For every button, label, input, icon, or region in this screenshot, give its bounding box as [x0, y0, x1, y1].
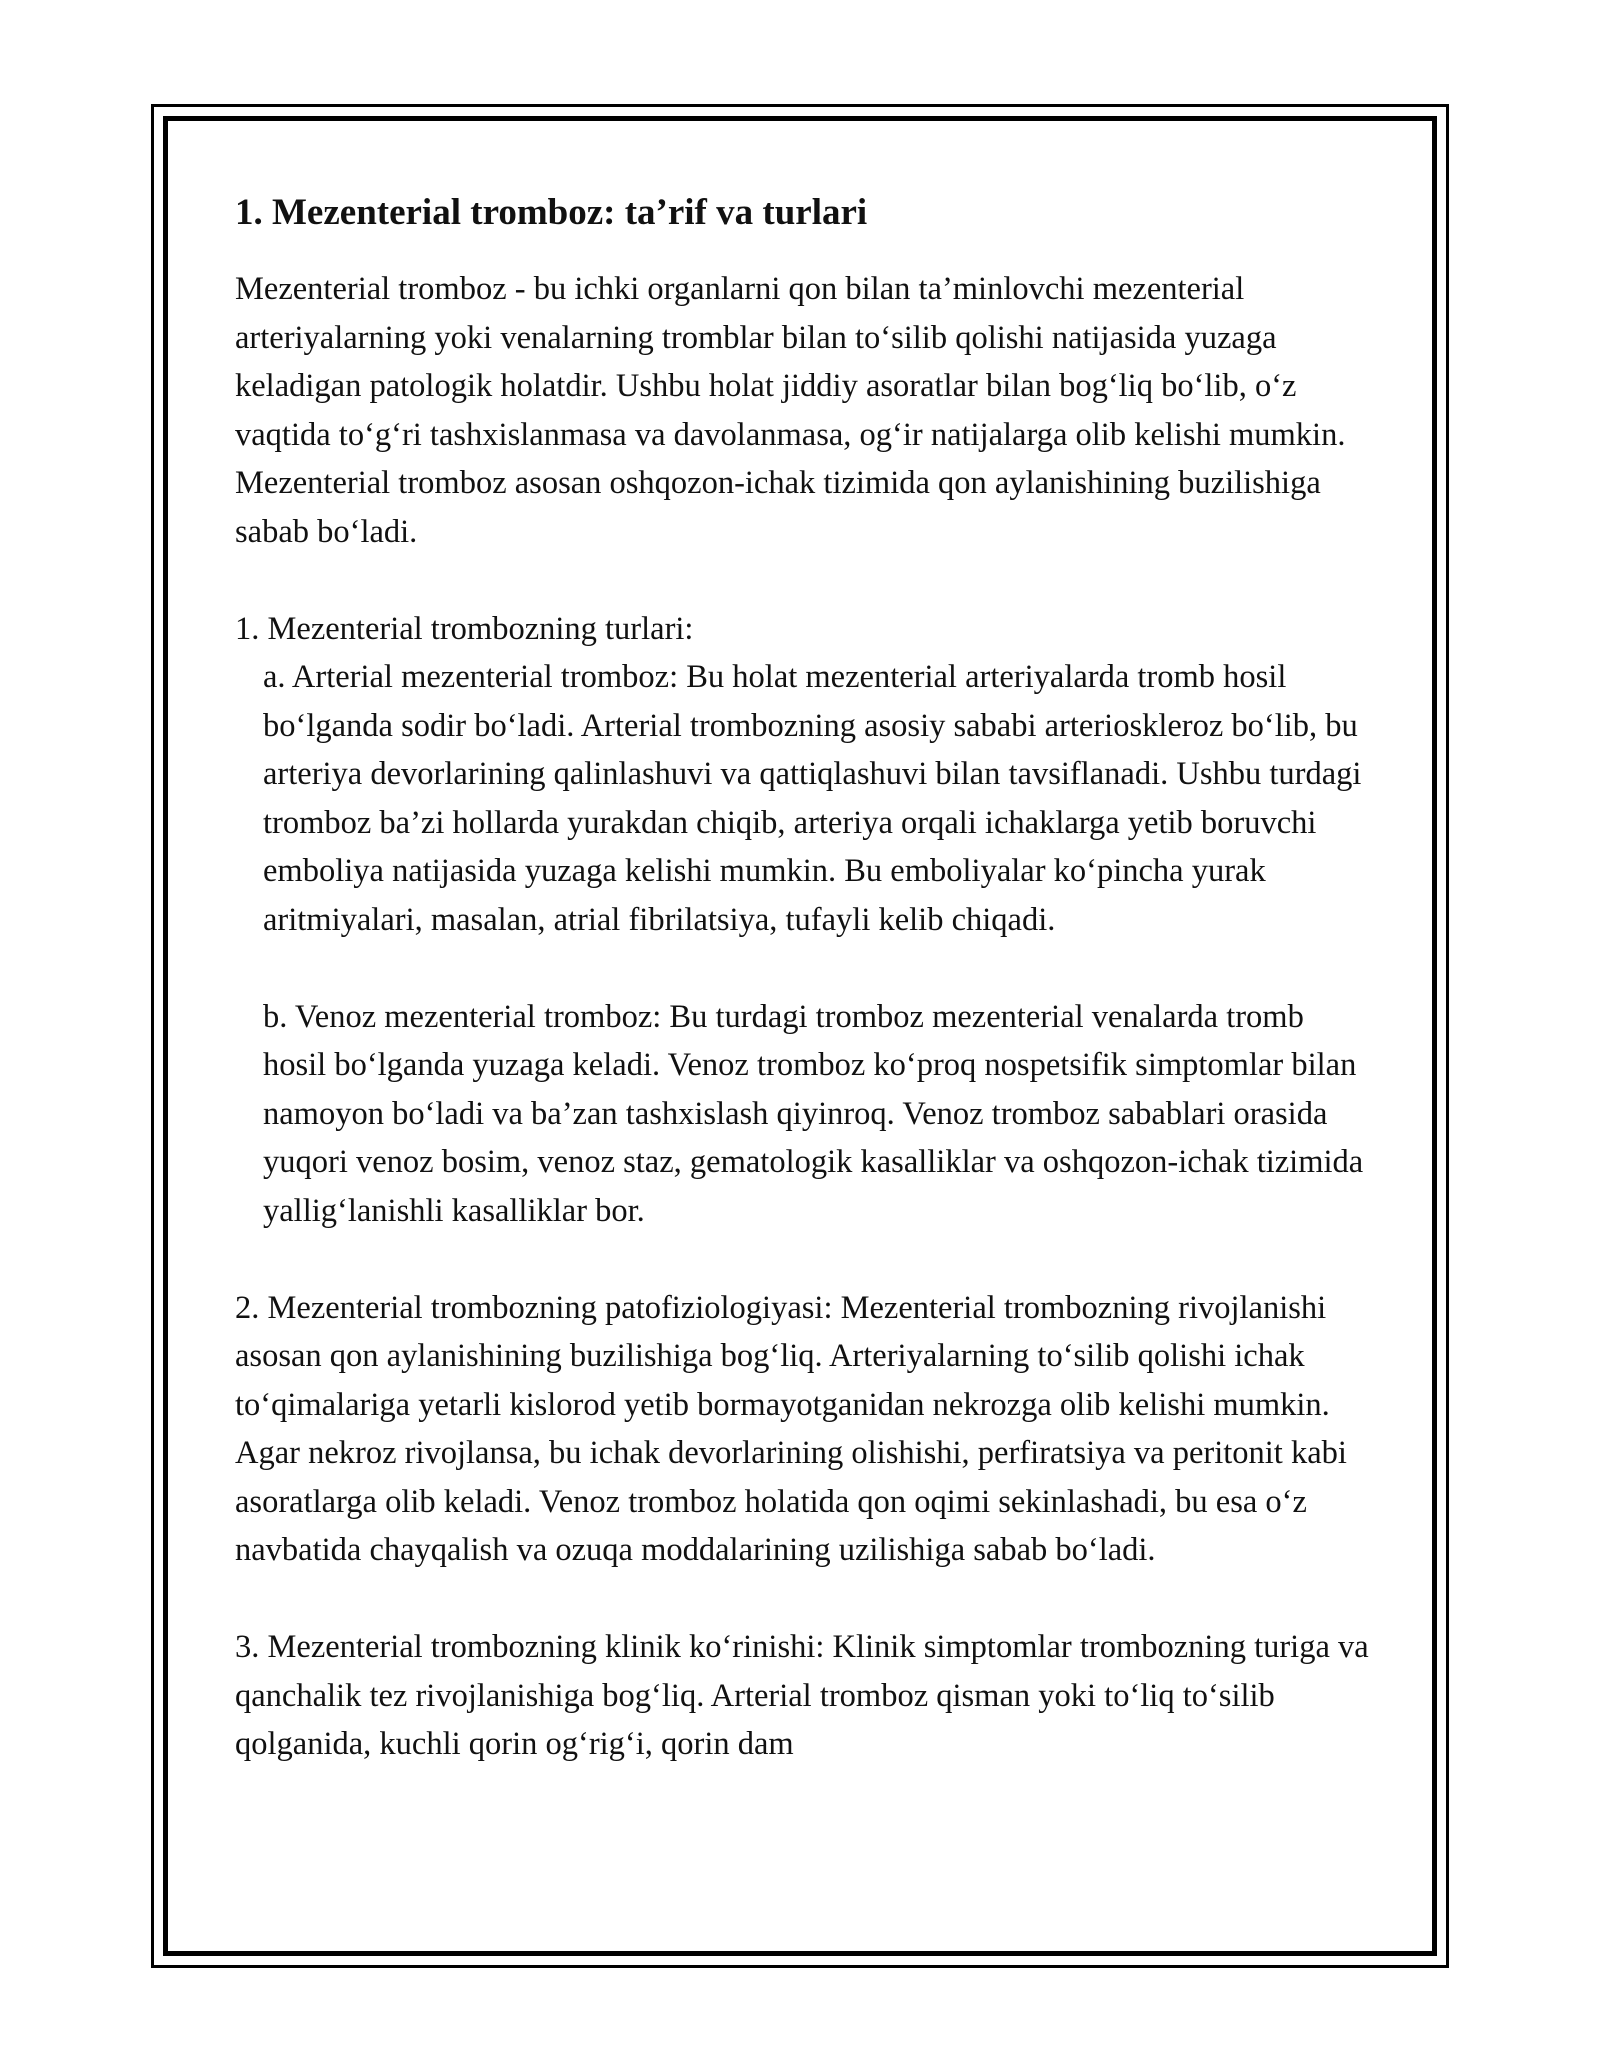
section-3-clinical: 3. Mezenterial trombozning klinik ko‘rinishi: Klinik simptomlar trombozning turiga va qanchalik tez rivojlanishiga bog‘liq. Arterial tromboz qisman yoki to‘liq to‘silib qolganida, kuchli qorin og‘rig‘i, qorin dam [235, 1629, 1369, 1762]
section-1-title: 1. Mezenterial trombozning turlari: [235, 610, 694, 647]
page-title: 1. Mezenterial tromboz: ta’rif va turlari [235, 192, 868, 233]
section-1-item-b [235, 993, 1370, 1236]
item-b-text: Venoz mezenterial tromboz: Bu turdagi tromboz mezenterial venalarda tromb hosil bo‘lganda yuzaga keladi. Venoz tromboz ko‘proq nospetsifik simptomlar bilan namoyon bo‘ladi va ba’zan tashxislash qiyinroq. Venoz tromboz sabablari orasida yuqori venoz bosim, venoz staz, gematologik kasalliklar va oshqozon-ichak tizimida yallig‘lanishli kasalliklar bor. [263, 998, 1364, 1229]
item-a-text: Arterial mezenterial tromboz: Bu holat mezenterial arteriyalarda tromb hosil bo‘lganda sodir bo‘ladi. Arterial trombozning asosiy sababi arterioskleroz bo‘lib, bu arteriya devorlarining qalinlashuvi va qattiqlashuvi bilan tavsiflanadi. Ushbu turdagi tromboz ba’zi hollarda yurakdan chiqib, arteriya orqali ichaklarga yetib boruvchi emboliya natijasida yuzaga kelishi mumkin. Bu emboliyalar ko‘pincha yurak aritmiyalari, masalan, atrial fibrilatsiya, tufayli kelib chiqadi. [263, 659, 1362, 938]
document-body [235, 185, 1370, 1817]
section-1-types [235, 605, 1370, 945]
intro-paragraph: Mezenterial tromboz - bu ichki organlarni qon bilan ta’minlovchi mezenterial arteriyalarning yoki venalarning tromblar bilan to‘silib qolishi natijasida yuzaga keladigan patologik holatdir. Ushbu holat jiddiy asoratlar bilan bog‘liq bo‘lib, o‘z vaqtida to‘g‘ri tashxislanmasa va davolanmasa, og‘ir natijalarga olib kelishi mumkin. Mezenterial tromboz asosan oshqozon-ichak tizimida qon aylanishining buzilishiga sabab bo‘ladi. [235, 271, 1346, 550]
item-a-label: a. [263, 659, 286, 695]
item-b-label: b. [263, 998, 288, 1035]
section-2-pathophysiology: 2. Mezenterial trombozning patofiziologiyasi: Mezenterial trombozning rivojlanishi asosan qon aylanishining buzilishiga bog‘liq. Arteriyalarning to‘silib qolishi ichak to‘qimalariga yetarli kislorod yetib bormayotganidan nekrozga olib kelishi mumkin. Agar nekroz rivojlansa, bu ichak devorlarining olishishi, perfiratsiya va peritonit kabi asoratlarga olib keladi. Venoz tromboz holatida qon oqimi sekinlashadi, bu esa o‘z navbatida chayqalish va ozuqa moddalarining uzilishiga sabab bo‘ladi. [235, 1289, 1347, 1568]
section-1-item-a [235, 653, 1370, 944]
